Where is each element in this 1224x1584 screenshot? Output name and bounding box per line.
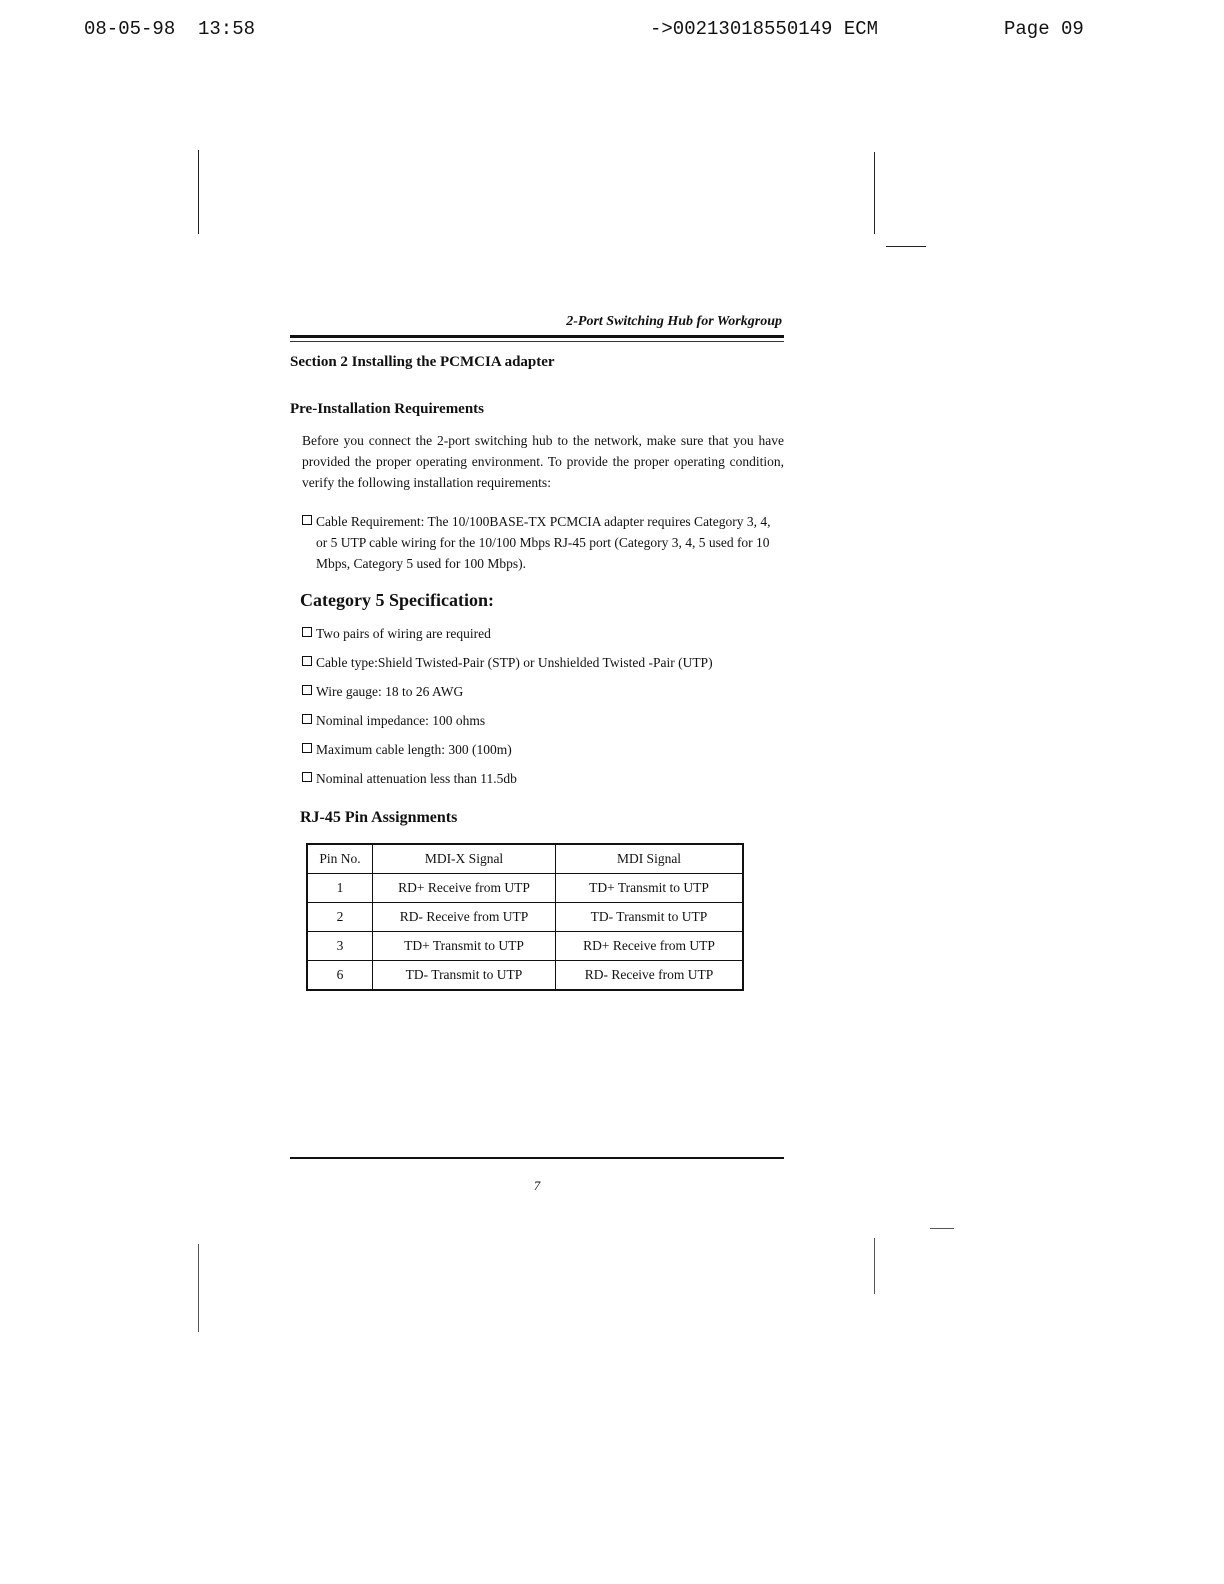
crop-mark-bottom-right [874,1238,875,1294]
checkbox-bullet-icon [302,743,312,753]
list-item [302,768,784,789]
checkbox-bullet-icon [302,685,312,695]
crop-mark-top-right [874,152,875,234]
table-cell: RD- Receive from UTP [556,961,744,991]
list-item-text: Two pairs of wiring are required [316,626,491,641]
crop-mark-bottom-left [198,1244,199,1332]
fax-page: Page 09 [1004,18,1084,40]
checkbox-bullet-icon [302,714,312,724]
list-item [302,652,784,673]
table-row [307,874,743,903]
section-title: Section 2 Installing the PCMCIA adapter [290,354,555,370]
table-cell: TD- Transmit to UTP [373,961,556,991]
list-item-text: Wire gauge: 18 to 26 AWG [316,684,464,699]
crop-mark-top-right-h [886,246,926,247]
category5-list [290,623,784,789]
header-rule [290,335,784,338]
table-cell: 2 [307,903,373,932]
cable-requirement-text: Cable Requirement: The 10/100BASE-TX PCMCIA adapter requires Category 3, 4, or 5 UTP cable wiring for the 10/100 Mbps RJ-45 port (Category 3, 4, 5 used for 10 Mbps, Category 5 used for 100 Mbps). [316,514,771,571]
rj45-title: RJ-45 Pin Assignments [300,809,458,826]
table-cell: 1 [307,874,373,903]
pre-install-title: Pre-Installation Requirements [290,401,485,417]
fax-number: ->00213018550149 ECM [650,18,879,40]
crop-mark-top-left [198,150,199,234]
list-item-text: Nominal attenuation less than 11.5db [316,771,517,786]
table-header-row [307,844,743,874]
checkbox-bullet-icon [302,515,312,525]
table-cell: RD+ Receive from UTP [556,932,744,961]
rj45-pin-table [306,843,744,991]
list-item [302,710,784,731]
header-rule-thin [290,341,784,342]
category5-title: Category 5 Specification: [300,590,494,610]
page-number: 7 [533,1178,541,1193]
table-row [307,903,743,932]
table-cell: RD- Receive from UTP [373,903,556,932]
checkbox-bullet-icon [302,627,312,637]
crop-mark-bottom-right-h [930,1228,954,1229]
running-head: 2-Port Switching Hub for Workgroup [566,314,782,329]
column-header-mdi: MDI Signal [556,844,744,874]
table-cell: TD- Transmit to UTP [556,903,744,932]
fax-date: 08-05-98 [84,18,176,40]
pre-install-paragraph: Before you connect the 2-port switching hub to the network, make sure that you have provided the proper operating environment. To provide the proper operating condition, verify the following installation requirements: [302,433,784,490]
table-cell: TD+ Transmit to UTP [556,874,744,903]
table-cell: 3 [307,932,373,961]
cable-requirement [302,511,784,574]
checkbox-bullet-icon [302,656,312,666]
checkbox-bullet-icon [302,772,312,782]
list-item-text: Nominal impedance: 100 ohms [316,713,486,728]
list-item [302,739,784,760]
list-item [302,681,784,702]
list-item-text: Maximum cable length: 300 (100m) [316,742,512,757]
column-header-mdix: MDI-X Signal [373,844,556,874]
table-row [307,961,743,991]
list-item [302,623,784,644]
table-cell: TD+ Transmit to UTP [373,932,556,961]
page-content [290,354,784,991]
fax-time: 13:58 [198,18,256,40]
footer-rule [290,1157,784,1159]
table-cell: 6 [307,961,373,991]
table-cell: RD+ Receive from UTP [373,874,556,903]
list-item-text: Cable type:Shield Twisted-Pair (STP) or Unshielded Twisted -Pair (UTP) [316,655,713,670]
table-row [307,932,743,961]
column-header-pin: Pin No. [307,844,373,874]
